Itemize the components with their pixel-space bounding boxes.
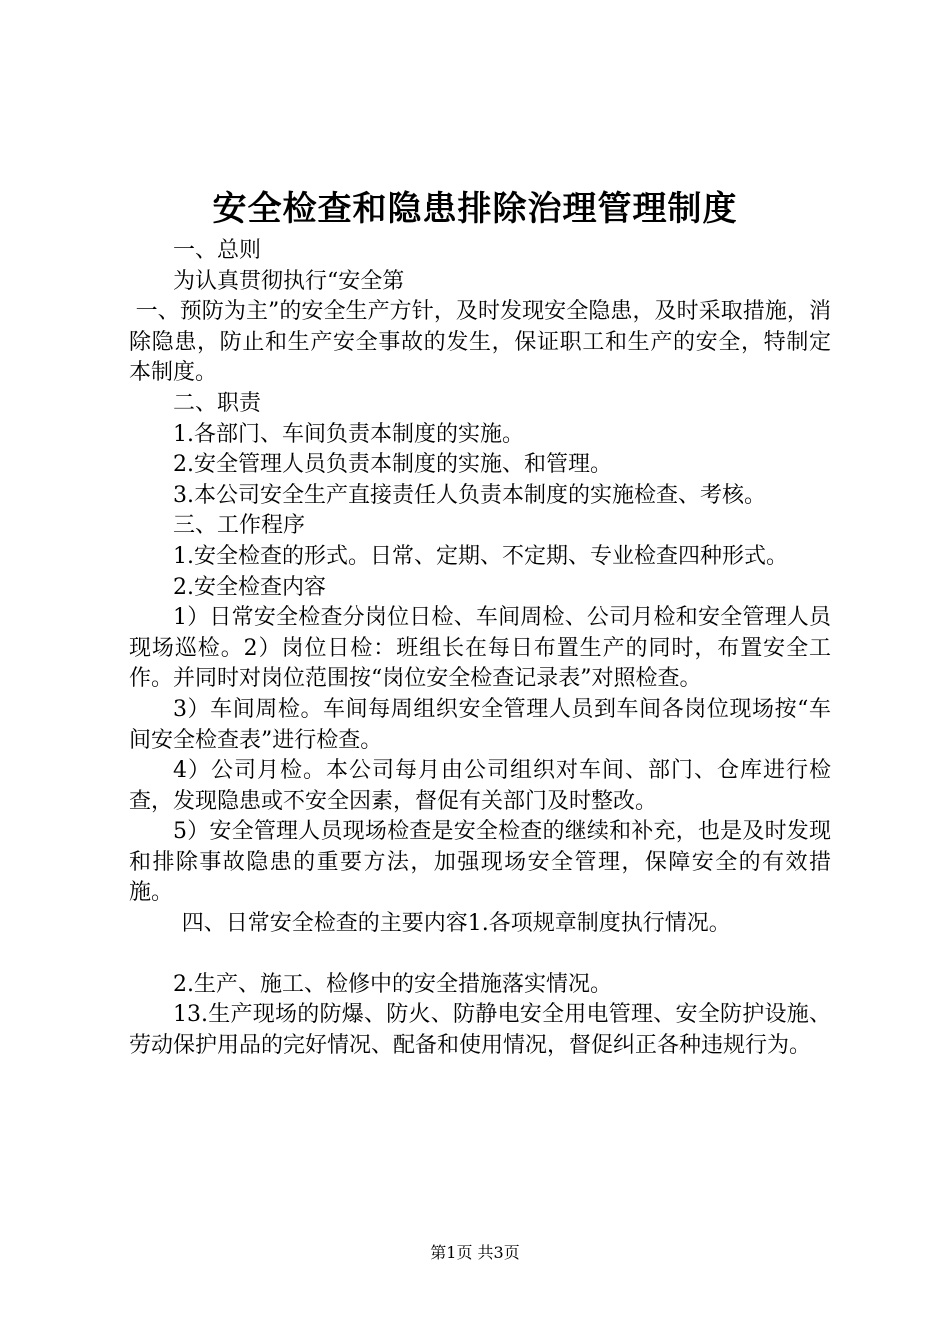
paragraph: 5）安全管理人员现场检查是安全检查的继续和补充，也是及时发现和排除事故隐患的重要方法，加强现场安全管理，保障安全的有效措施。: [129, 819, 831, 906]
paragraph: 1）日常安全检查分岗位日检、车间周检、公司月检和安全管理人员现场巡检。2）岗位日检：班组长在每日布置生产的同时，布置安全工作。并同时对岗位范围按“岗位安全检查记录表”对照检查。: [129, 605, 831, 692]
document-body: [129, 236, 831, 1061]
section-heading-daily-check: 四、日常安全检查的主要内容1.各项规章制度执行情况。: [181, 911, 731, 937]
section-heading-general: 一、总则: [173, 238, 262, 263]
paragraph: 13.生产现场的防爆、防火、防静电安全用电管理、安全防护设施、劳动保护用品的完好情况、配备和使用情况，督促纠正各种违规行为。: [129, 1002, 831, 1058]
paragraph: 2.安全管理人员负责本制度的实施、和管理。: [173, 452, 612, 478]
paragraph: 1.各部门、车间负责本制度的实施。: [173, 421, 524, 447]
paragraph: 2.安全检查内容: [173, 574, 326, 600]
paragraph: 2.生产、施工、检修中的安全措施落实情况。: [173, 971, 612, 997]
paragraph: 1.安全检查的形式。日常、定期、不定期、专业检查四种形式。: [173, 543, 788, 569]
page-footer: 第1页 共3页: [430, 1243, 520, 1262]
paragraph: 4）公司月检。本公司每月由公司组织对车间、部门、仓库进行检查，发现隐患或不安全因素，督促有关部门及时整改。: [129, 758, 831, 814]
blank-line: [129, 940, 831, 970]
paragraph: 一、预防为主”的安全生产方针，及时发现安全隐患，及时采取措施，消除隐患，防止和生产安全事故的发生，保证职工和生产的安全，特制定本制度。: [129, 299, 831, 386]
section-heading-procedure: 三、工作程序: [173, 513, 306, 539]
paragraph: 3）车间周检。车间每周组织安全管理人员到车间各岗位现场按“车间安全检查表”进行检查。: [129, 696, 831, 753]
document-title: 安全检查和隐患排除治理管理制度: [212, 189, 738, 229]
paragraph: 3.本公司安全生产直接责任人负责本制度的实施检查、考核。: [173, 482, 766, 508]
section-heading-duties: 二、职责: [173, 390, 262, 416]
paragraph: 为认真贯彻执行“安全第: [173, 268, 405, 294]
